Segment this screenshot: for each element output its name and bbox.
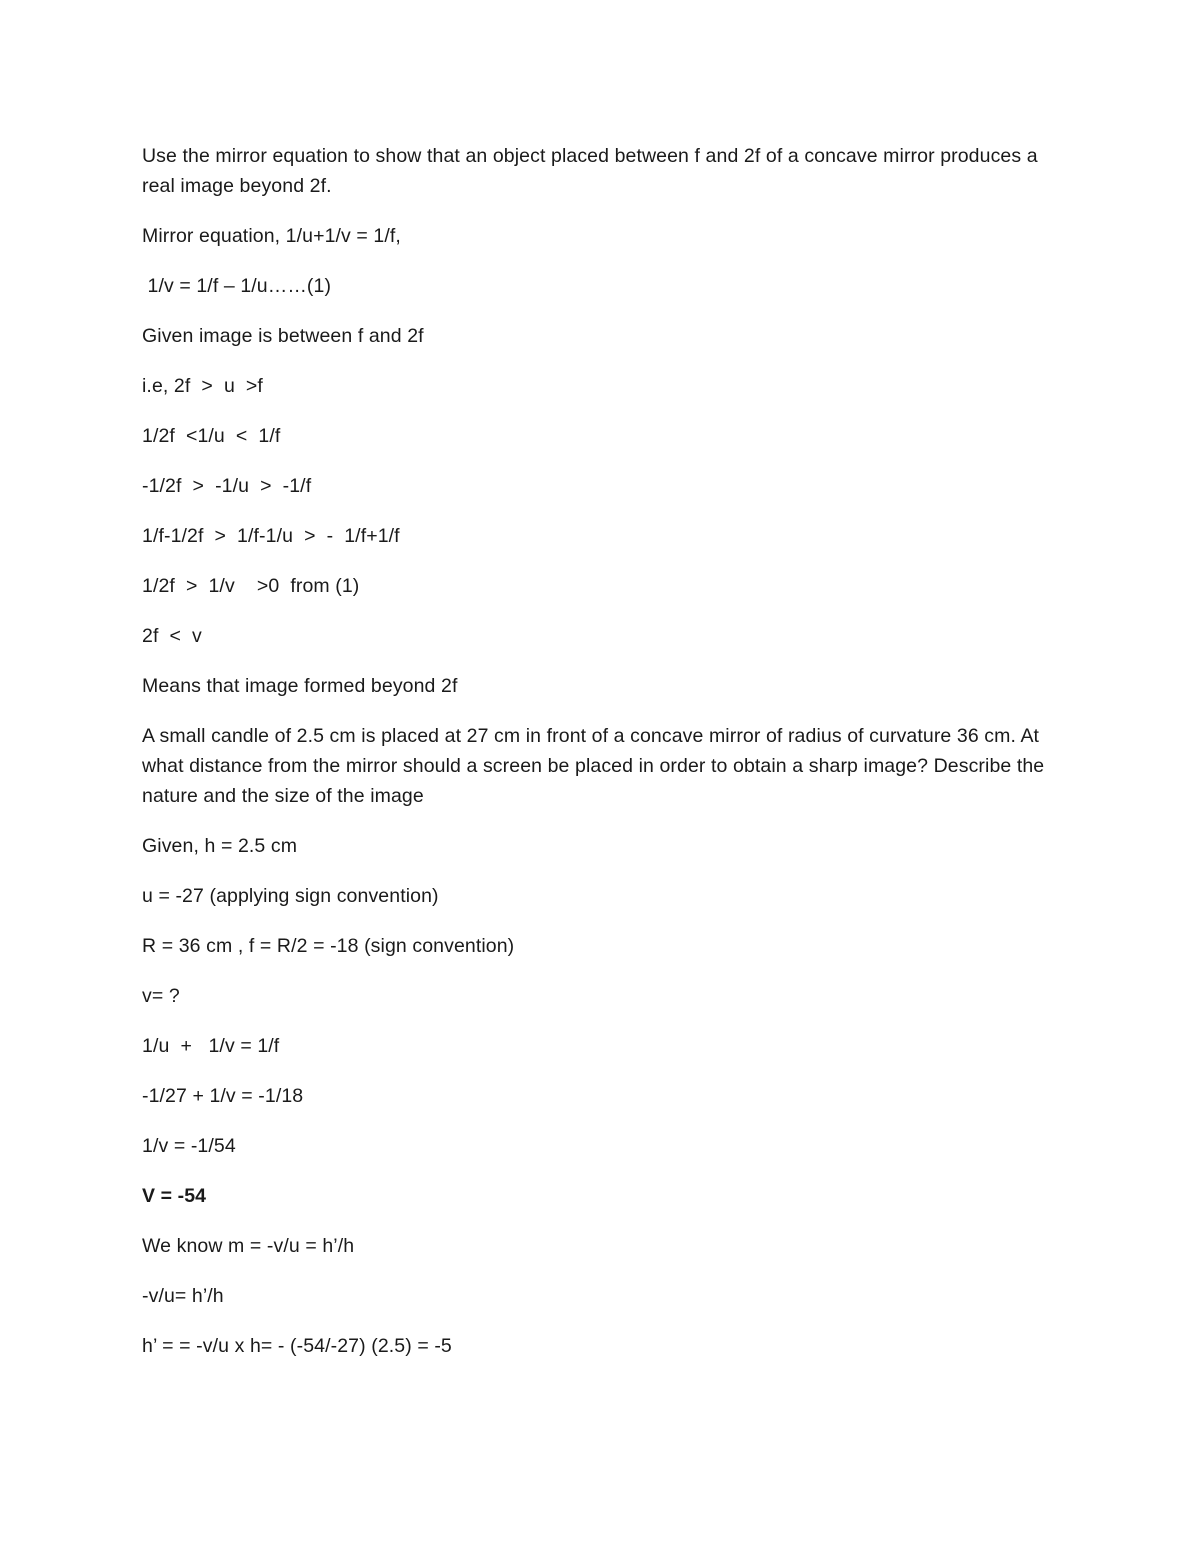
inequality-line: -1/2f > -1/u > -1/f [142, 475, 312, 497]
given-h-line: Given, h = 2.5 cm [142, 835, 298, 857]
answer-v-line: V = -54 [142, 1185, 207, 1207]
equation-1-line: 1/v = 1/f – 1/u……(1) [142, 275, 332, 297]
inequality-line: 1/2f > 1/v >0 from (1) [142, 575, 360, 597]
magnification-line: -v/u= h’/h [142, 1285, 224, 1307]
result-line: 2f < v [142, 625, 202, 647]
mirror-equation-line: Mirror equation, 1/u+1/v = 1/f, [142, 225, 401, 247]
unknown-v-line: v= ? [142, 985, 180, 1007]
solution-step-line: 1/u + 1/v = 1/f [142, 1035, 280, 1057]
given-condition-line: Given image is between f and 2f [142, 325, 424, 347]
solution-step-line: -1/27 + 1/v = -1/18 [142, 1085, 304, 1107]
question-2-text: A small candle of 2.5 cm is placed at 27 cm in front of a concave mirror of radius of curvature 36 cm. At what distance from the mirror should a screen be placed in order to obtain a sharp image? Describe the nature and the size of the image [142, 725, 1050, 807]
solution-step-line: 1/v = -1/54 [142, 1135, 236, 1157]
magnification-line: We know m = -v/u = h’/h [142, 1235, 355, 1257]
question-1-text: Use the mirror equation to show that an object placed between f and 2f of a concave mirror produces a real image beyond 2f. [142, 145, 1044, 197]
inequality-line: i.e, 2f > u >f [142, 375, 263, 397]
inequality-line: 1/f-1/2f > 1/f-1/u > - 1/f+1/f [142, 525, 400, 547]
given-u-line: u = -27 (applying sign convention) [142, 885, 439, 907]
image-height-line: h’ = = -v/u x h= - (-54/-27) (2.5) = -5 [142, 1335, 452, 1357]
inequality-line: 1/2f <1/u < 1/f [142, 425, 281, 447]
document-body [142, 141, 1058, 1381]
given-rf-line: R = 36 cm , f = R/2 = -18 (sign convention) [142, 935, 515, 957]
conclusion-line: Means that image formed beyond 2f [142, 675, 458, 697]
